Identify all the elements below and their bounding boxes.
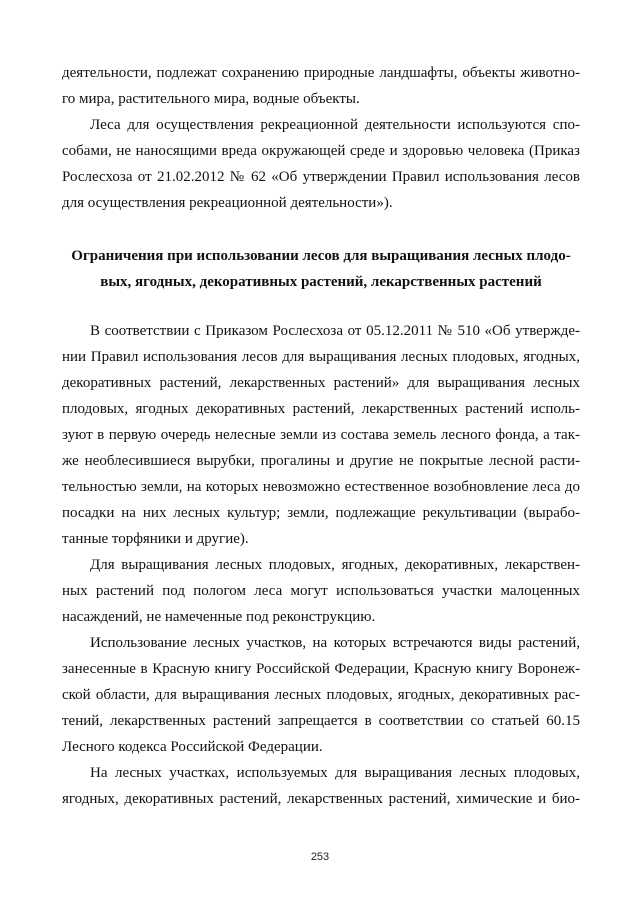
paragraph-line: Использование лесных участков, на которых встречаются виды растений, — [90, 635, 580, 651]
paragraph-line: Рослесхоза от 21.02.2012 № 62 «Об утверждении Правил использования лесов — [62, 169, 580, 185]
paragraph-line: ных растений под пологом леса могут использоваться участки малоценных — [62, 583, 580, 599]
paragraph-line: ской области, для выращивания лесных плодовых, ягодных, декоративных рас- — [62, 687, 580, 703]
paragraph-line: насаждений, не намеченные под реконструкцию. — [62, 609, 376, 625]
paragraph-2 — [62, 112, 580, 216]
paragraph-line: тельностью земли, на которых невозможно естественное возобновление леса до — [62, 479, 580, 495]
paragraph-line: собами, не наносящими вреда окружающей среде и здоровью человека (Приказ — [62, 143, 580, 159]
section-heading — [62, 242, 580, 294]
paragraph-6 — [62, 760, 580, 812]
paragraph-line: танные торфяники и другие). — [62, 531, 249, 547]
paragraph-line: декоративных растений, лекарственных растений» для выращивания лесных — [62, 375, 580, 391]
paragraph-5 — [62, 630, 580, 760]
paragraph-line: На лесных участках, используемых для выращивания лесных плодовых, — [90, 765, 580, 781]
paragraph-line: тений, лекарственных растений запрещается в соответствии со статьей 60.15 — [62, 713, 580, 729]
paragraph-line: же необлесившиеся вырубки, прогалины и другие не покрытые лесной расти- — [62, 453, 580, 469]
paragraph-line: плодовых, ягодных декоративных растений, лекарственных растений исполь- — [62, 401, 580, 417]
paragraph-line: для осуществления рекреационной деятельности»). — [62, 195, 393, 211]
paragraph-line: ягодных, декоративных растений, лекарственных растений, химические и био- — [62, 791, 580, 807]
paragraph-line: Лесного кодекса Российской Федерации. — [62, 739, 323, 755]
paragraph-line: го мира, растительного мира, водные объекты. — [62, 91, 360, 107]
paragraph-line: деятельности, подлежат сохранению природные ландшафты, объекты животно- — [62, 65, 580, 81]
page-number: 253 — [310, 851, 330, 863]
paragraph-line: В соответствии с Приказом Рослесхоза от 05.12.2011 № 510 «Об утвержде- — [90, 323, 580, 339]
paragraph-3 — [62, 318, 580, 552]
paragraph-1 — [62, 60, 580, 112]
paragraph-line: занесенные в Красную книгу Российской Федерации, Красную книгу Воронеж- — [62, 661, 580, 677]
paragraph-line: Для выращивания лесных плодовых, ягодных, декоративных, лекарствен- — [90, 557, 580, 573]
paragraph-line: нии Правил использования лесов для выращивания лесных плодовых, ягодных, — [62, 349, 580, 365]
paragraph-4 — [62, 552, 580, 630]
paragraph-line: зуют в первую очередь нелесные земли из состава земель лесного фонда, а так- — [62, 427, 580, 443]
paragraph-line: Леса для осуществления рекреационной деятельности используются спо- — [90, 117, 580, 133]
heading-line: Ограничения при использовании лесов для выращивания лесных плодо- — [71, 248, 571, 264]
paragraph-line: посадки на них лесных культур; земли, подлежащие рекультивации (вырабо- — [62, 505, 580, 521]
heading-line: вых, ягодных, декоративных растений, лекарственных растений — [100, 274, 542, 290]
